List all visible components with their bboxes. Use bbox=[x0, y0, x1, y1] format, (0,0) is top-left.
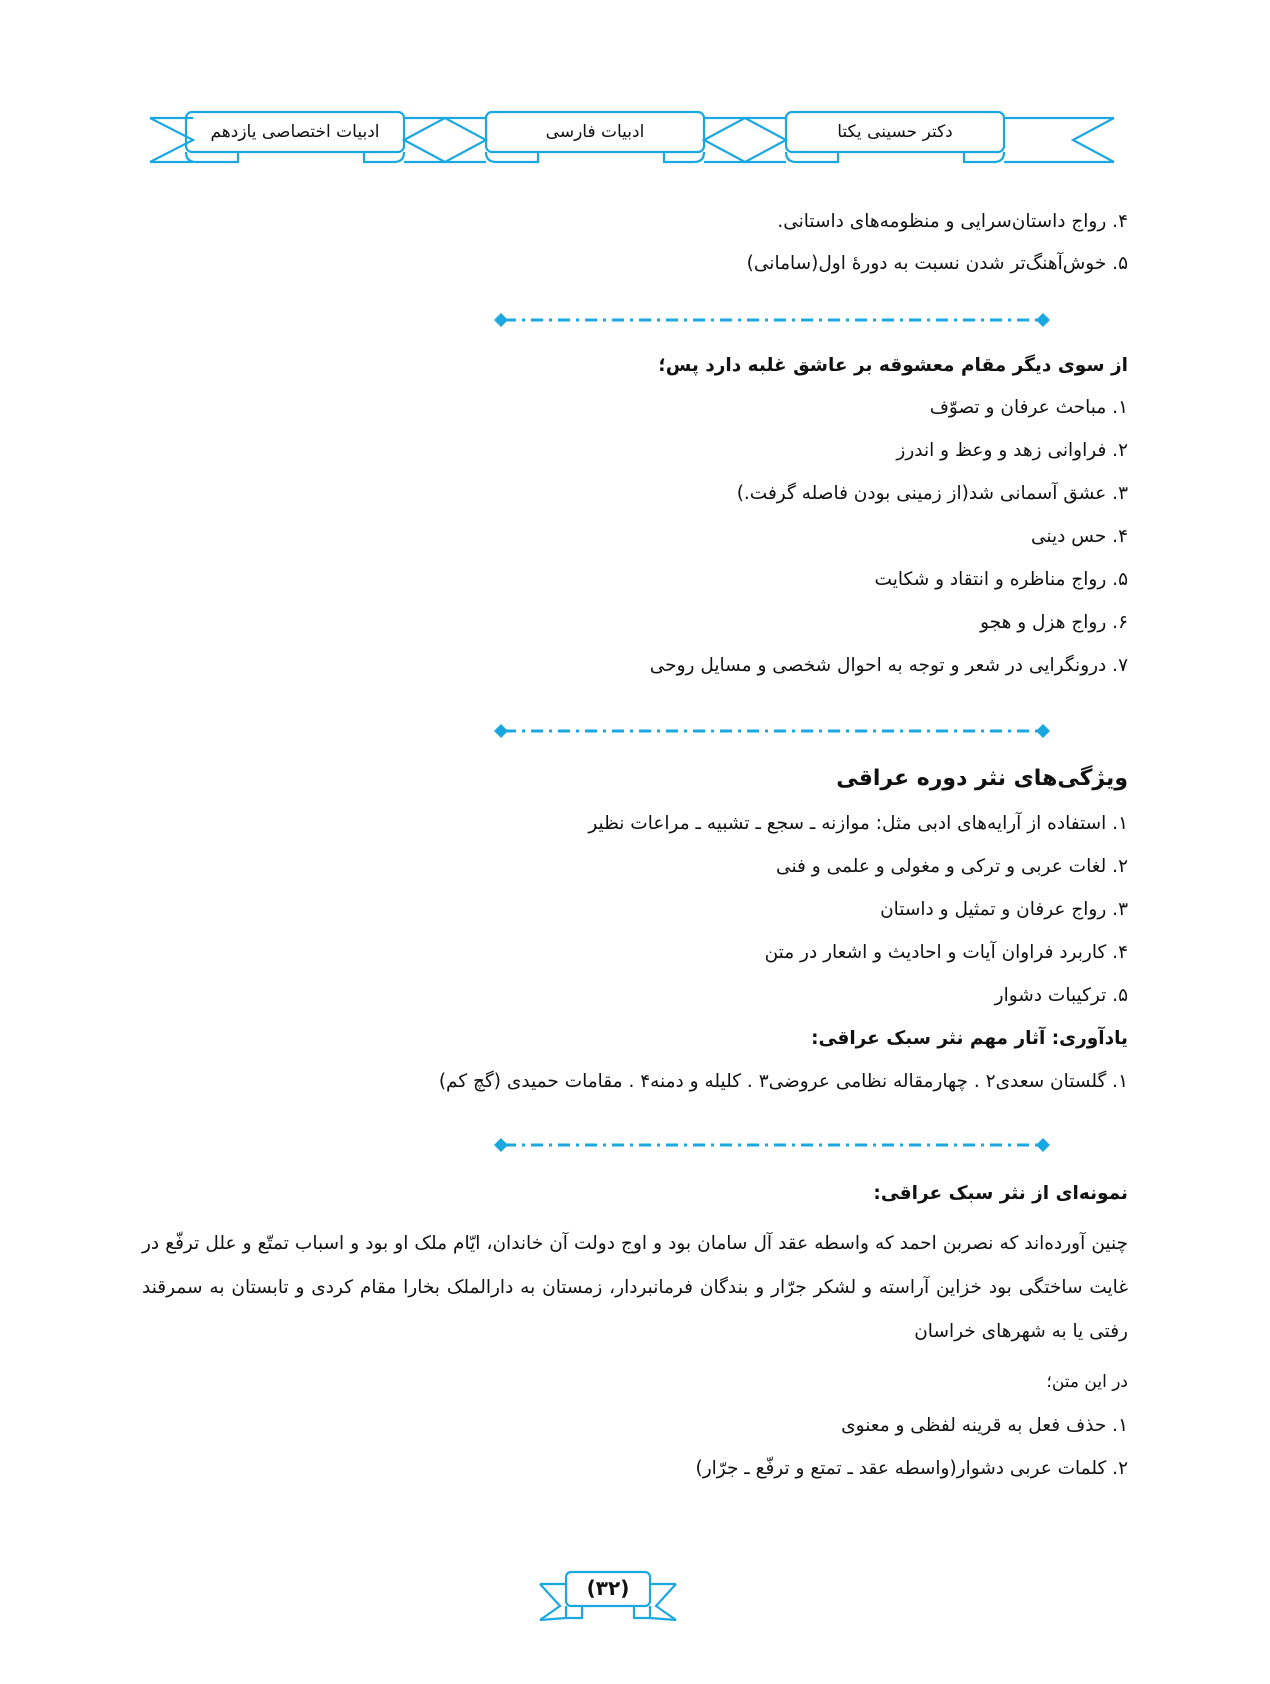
reminder-heading: یادآوری: آثار مهم نثر سبک عراقی: bbox=[811, 1028, 1128, 1049]
list-item: ۵. ترکیبات دشوار bbox=[994, 985, 1128, 1006]
list-item: ۳. عشق آسمانی شد(از زمینی بودن فاصله گرفت.) bbox=[736, 483, 1128, 504]
list-item: ۲. فراوانی زهد و وعظ و اندرز bbox=[896, 440, 1128, 461]
page-number-ribbon bbox=[538, 1570, 678, 1622]
in-text-label: در این متن؛ bbox=[1046, 1372, 1128, 1392]
list-item: ۴. کاربرد فراوان آیات و احادیث و اشعار در متن bbox=[764, 942, 1128, 963]
list-item: ۵. خوش‌آهنگ‌تر شدن نسبت به دورهٔ اول(سامانی) bbox=[746, 253, 1128, 274]
sample-paragraph: چنین آورده‌اند که نصربن احمد که واسطه عقد آل سامان بود و اوج دولت آن خاندان، ایّام ملک او بود و اسباب تمتّع و علل ترفّع در غایت ساختگی بود خزاین آراسته و لشکر جرّار و بندگان فرمانبردار، زمستان به دارالملک بخارا مقام کردی و تابستان به سمرقند رفتی یا به شهرهای خراسان bbox=[142, 1233, 1128, 1342]
section-heading: نمونه‌ای از نثر سبک عراقی: bbox=[873, 1183, 1128, 1204]
header-banner-course-level: ادبیات اختصاصی یازدهم bbox=[210, 122, 380, 142]
list-item: ۴. رواج داستان‌سرایی و منظومه‌های داستانی. bbox=[777, 211, 1128, 232]
section-heading: از سوی دیگر مقام معشوقه بر عاشق غلبه دارد پس؛ bbox=[658, 355, 1128, 376]
list-item: ۳. رواج عرفان و تمثیل و داستان bbox=[880, 899, 1128, 920]
page-number: (۳۲) bbox=[586, 1576, 630, 1600]
list-item: ۱. حذف فعل به قرینه لفظی و معنوی bbox=[841, 1415, 1128, 1436]
list-item: ۴. حس دینی bbox=[1031, 526, 1128, 547]
page-header bbox=[148, 108, 1118, 170]
header-banner-author: دکتر حسینی یکتا bbox=[837, 122, 953, 142]
list-item: ۲. کلمات عربی دشوار(واسطه عقد ـ تمتع و ترفّع ـ جرّار) bbox=[695, 1458, 1128, 1479]
section-divider bbox=[492, 724, 1052, 738]
reminder-text: ۱. گلستان سعدی۲ . چهارمقاله نظامی عروضی۳ . کلیله و دمنه۴ . مقامات حمیدی (گچ کم) bbox=[438, 1071, 1128, 1092]
list-item: ۱. استفاده از آرایه‌های ادبی مثل: موازنه ـ سجع ـ تشبیه ـ مراعات نظیر bbox=[588, 813, 1128, 834]
list-item: ۵. رواج مناظره و انتقاد و شکایت bbox=[874, 569, 1128, 590]
list-item: ۷. درونگرایی در شعر و توجه به احوال شخصی و مسایل روحی bbox=[649, 655, 1128, 676]
header-banner-subject: ادبیات فارسی bbox=[545, 122, 645, 142]
list-item: ۱. مباحث عرفان و تصوّف bbox=[929, 397, 1128, 418]
list-item: ۲. لغات عربی و ترکی و مغولی و علمی و فنی bbox=[776, 856, 1128, 877]
list-item: ۶. رواج هزل و هجو bbox=[980, 612, 1128, 633]
section-divider bbox=[492, 313, 1052, 327]
section-title: ویژگی‌های نثر دوره عراقی bbox=[836, 766, 1128, 791]
section-divider bbox=[492, 1138, 1052, 1152]
